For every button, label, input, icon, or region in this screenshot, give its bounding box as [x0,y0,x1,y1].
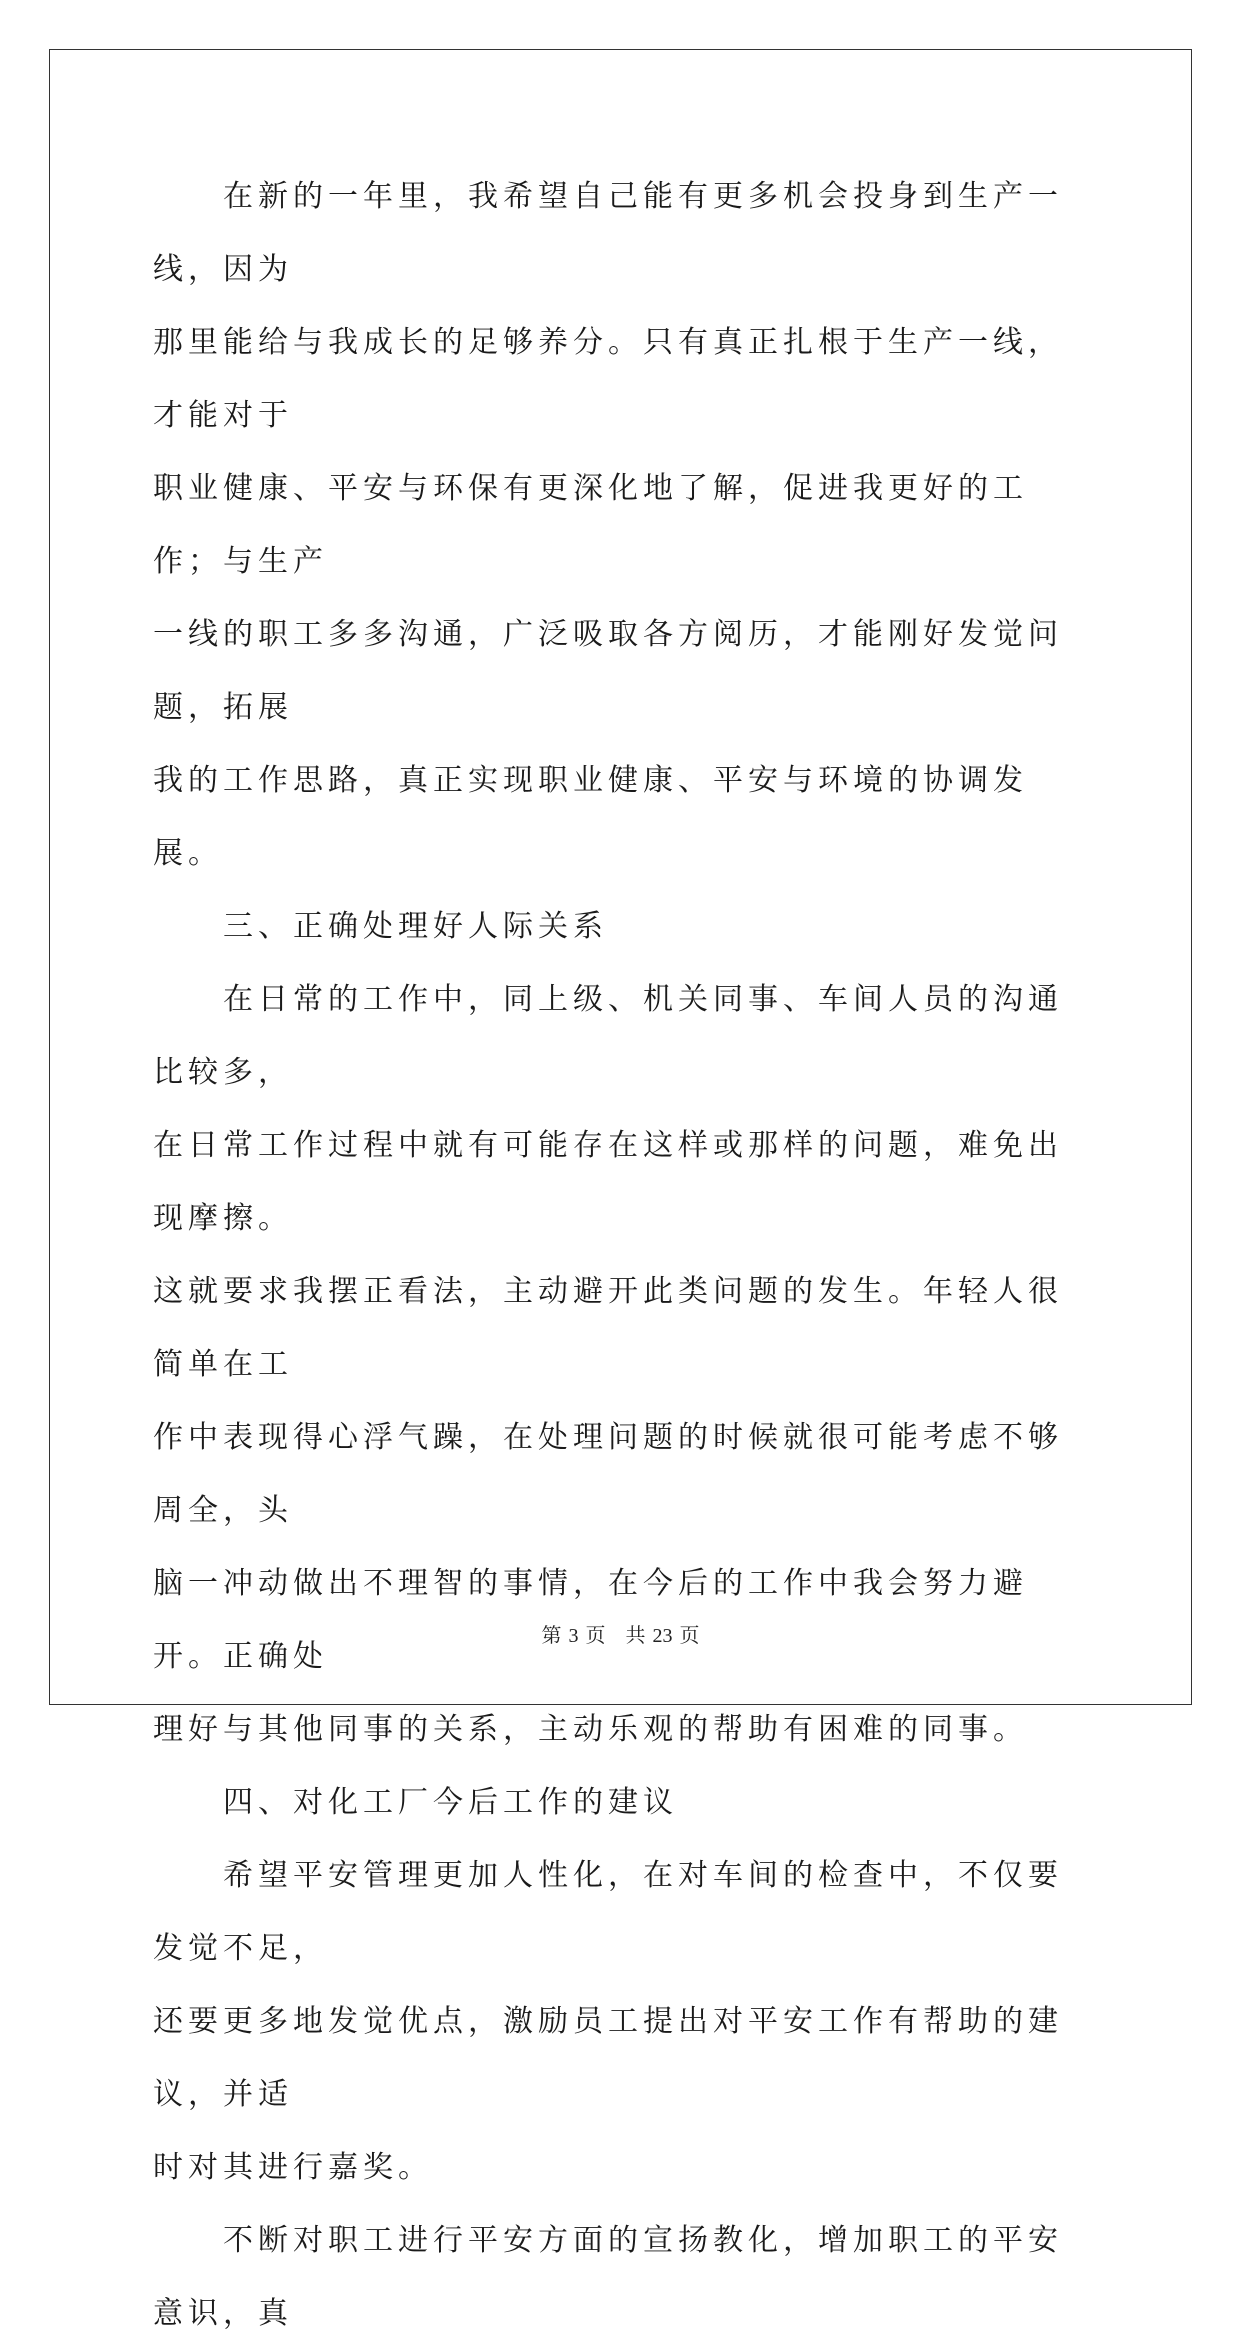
text-line: 作中表现得心浮气躁，在处理问题的时候就很可能考虑不够周全，头 [153,1420,1063,1528]
text-line: 希望平安管理更加人性化，在对车间的检查中，不仅要发觉不足， [153,1858,1063,1966]
page-footer [0,1619,1241,1648]
section-heading: 三、正确处理好人际关系 [223,909,608,944]
text-line: 在新的一年里，我希望自己能有更多机会投身到生产一线，因为 [153,179,1063,287]
page-number: 第 3 页 [541,1625,606,1647]
section-heading: 四、对化工厂今后工作的建议 [223,1785,678,1820]
text-line: 理好与其他同事的关系，主动乐观的帮助有困难的同事。 [153,1712,1028,1747]
text-line: 这就要求我摆正看法，主动避开此类问题的发生。年轻人很简单在工 [153,1274,1063,1382]
text-line: 在日常的工作中，同上级、机关同事、车间人员的沟通比较多， [153,982,1063,1090]
text-line: 时对其进行嘉奖。 [153,2150,433,2185]
document-body [153,160,1088,2350]
text-line: 不断对职工进行平安方面的宣扬教化，增加职工的平安意识，真 [153,2223,1063,2331]
text-line: 在日常工作过程中就有可能存在这样或那样的问题，难免出现摩擦。 [153,1128,1063,1236]
text-line: 那里能给与我成长的足够养分。只有真正扎根于生产一线，才能对于 [153,325,1063,433]
text-line: 一线的职工多多沟通，广泛吸取各方阅历，才能刚好发觉问题，拓展 [153,617,1063,725]
text-line: 脑一冲动做出不理智的事情，在今后的工作中我会努力避开。正确处 [153,1566,1028,1674]
text-line: 我的工作思路，真正实现职业健康、平安与环境的协调发展。 [153,763,1028,871]
text-line: 还要更多地发觉优点，激励员工提出对平安工作有帮助的建议，并适 [153,2004,1063,2112]
page-total: 共 23 页 [625,1625,700,1647]
text-line: 职业健康、平安与环保有更深化地了解，促进我更好的工作；与生产 [153,471,1028,579]
